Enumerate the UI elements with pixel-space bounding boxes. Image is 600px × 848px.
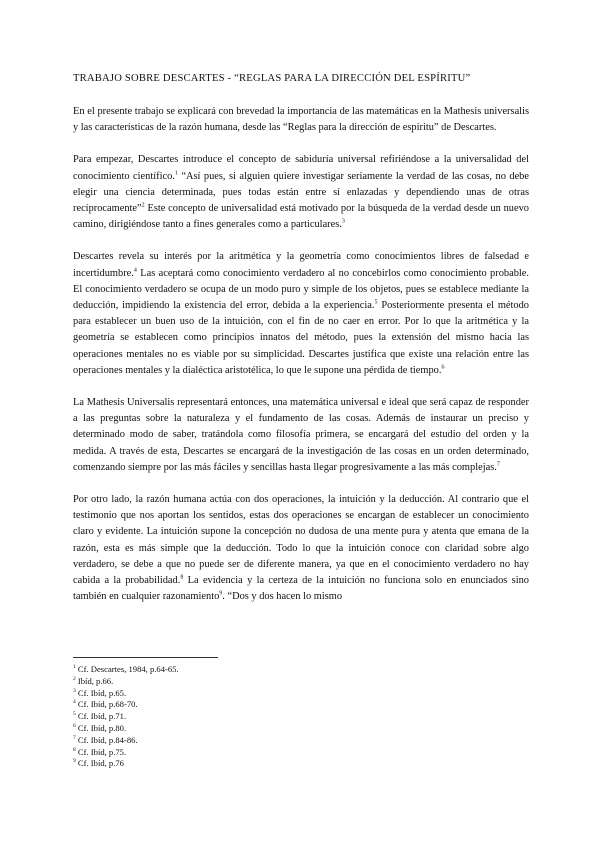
footnote-number: 9 (73, 758, 76, 765)
footnote-text: Ibíd, p.66. (75, 675, 114, 686)
footnote-number: 7 (73, 734, 76, 741)
footnote-ref[interactable]: 5 (374, 299, 378, 306)
paragraph-text: La Mathesis Universalis representará entonces, una matemática universal e ideal que será capaz de responder a las preguntas sobre la naturaleza y el fundamento de las cosas. Además de instaurar un preciso y determinado modo de saber, tratándola como filosofía primera, se encargará del estudio del orden y la medida. A través de esta, Descartes se encargará de la investigación de las cosas en un orden determinado, comenzando siempre por las más fáciles y sencillas hasta llegar progresivamente a las más complejas. (73, 397, 529, 473)
footnote-ref[interactable]: 1 (174, 170, 178, 177)
document-body (73, 72, 529, 621)
footnote-ref[interactable]: 4 (133, 267, 137, 274)
paragraph-human-reason (73, 492, 529, 605)
paragraph-arithmetic-geometry (73, 249, 529, 379)
footnote-ref[interactable]: 8 (180, 574, 184, 581)
footnote (73, 758, 273, 770)
footnotes-section (73, 657, 273, 770)
footnote-ref[interactable]: 7 (496, 461, 500, 468)
footnote-number: 1 (73, 664, 76, 671)
footnote (73, 735, 273, 747)
footnote-text: Cf. Descartes, 1984, p.64-65. (75, 664, 179, 674)
paragraph-text: “Así pues, si alguien quiere investigar seriamente la verdad de las cosas, no debe elegir una ciencia determinada, pues todas están entre sí enlazadas y dependiendo unas de otras recíprocamente” (73, 170, 529, 215)
footnote (73, 747, 273, 759)
paragraph-text: La evidencia y la certeza de la intuición no funciona solo en enunciados sino también en cualquier razonamiento (73, 575, 529, 603)
paragraph-text: Este concepto de universalidad está motivado por la búsqueda de la verdad desde un nuevo camino, dirigiéndose tanto a fines generales como a particulares. (73, 203, 529, 231)
paragraph-text: Las aceptará como conocimiento verdadero al no concebirlos como conocimiento probable. El conocimiento verdadero se ocupa de un modo puro y simple de los objetos, pues se establece mediante la deducción, impidiendo la existencia del error, debida a la experiencia. (73, 267, 529, 312)
footnote-ref[interactable]: 3 (341, 218, 345, 225)
footnote (73, 664, 273, 676)
footnote-ref[interactable]: 6 (441, 364, 445, 371)
footnote-ref[interactable]: 2 (141, 202, 145, 209)
document-title: TRABAJO SOBRE DESCARTES - “REGLAS PARA LA DIRECCIÓN DEL ESPÍRITU” (73, 73, 471, 84)
paragraph-intro: En el presente trabajo se explicará con brevedad la importancia de las matemáticas en la Mathesis universalis y las características de la razón humana, desde las “Reglas para la dirección de espíritu” de Descartes. (73, 106, 529, 134)
footnote-separator (73, 657, 218, 658)
paragraph-mathesis (73, 395, 529, 476)
paragraph-text: Posteriormente presenta el método para establecer un buen uso de la intuición, con el fin de no caer en error. Por lo que la aritmética y la geometría se establecen como principios innatos del método, pues la extensión del mismo hacia las operaciones mentales no es viable por su simplicidad. Descartes justifica que existe una relación entre las operaciones mentales y la dialéctica aristotélica, lo que le supone una pérdida de tiempo. (73, 300, 529, 376)
footnote-number: 4 (73, 699, 76, 706)
paragraph-universal-wisdom (73, 152, 529, 233)
footnote-text: Cf. Ibíd, p.80. (75, 722, 127, 733)
footnote-number: 3 (73, 687, 76, 694)
footnote-number: 2 (73, 675, 76, 682)
paragraph-text: . “Dos y dos hacen lo mismo (222, 591, 343, 603)
footnote (73, 699, 273, 711)
footnote-text: Cf. Ibíd, p.76 (75, 758, 124, 769)
paragraph-text: Para empezar, Descartes introduce el concepto de sabiduría universal refiriéndose a la universalidad del conocimiento científico. (73, 154, 529, 182)
footnote-number: 8 (73, 746, 76, 753)
footnote-number: 6 (73, 723, 76, 730)
footnote (73, 723, 273, 735)
footnote-text: Cf. Ibíd, p.68-70. (75, 699, 138, 710)
footnote (73, 688, 273, 700)
footnote-text: Cf. Ibíd, p.71. (75, 711, 127, 722)
footnote (73, 676, 273, 688)
footnote-number: 5 (73, 711, 76, 718)
footnote-text: Cf. Ibíd, p.84-86. (75, 734, 138, 745)
footnote (73, 711, 273, 723)
footnote-text: Cf. Ibíd, p.75. (75, 746, 127, 757)
paragraph-text: Descartes revela su interés por la aritmética y la geometría como conocimientos libres de falsedad e incertidumbre. (73, 251, 529, 279)
paragraph-text: Por otro lado, la razón humana actúa con dos operaciones, la intuición y la deducción. Al contrario que el testimonio que nos aportan los sentidos, estas dos operaciones se encargan de establecer un conocimiento claro y evidente. La intuición supone la concepción no dudosa de una mente pura y atenta que emana de la razón, esta es más simple que la deducción. Todo lo que la intuición conoce con claridad sobre algo verdadero, se debe a que no puede ser de diferente manera, ya que en el conocimiento verdadero no hay cabida a la probabilidad. (73, 494, 529, 587)
footnote-text: Cf. Ibíd, p.65. (75, 687, 127, 698)
footnote-ref[interactable]: 9 (219, 590, 223, 597)
